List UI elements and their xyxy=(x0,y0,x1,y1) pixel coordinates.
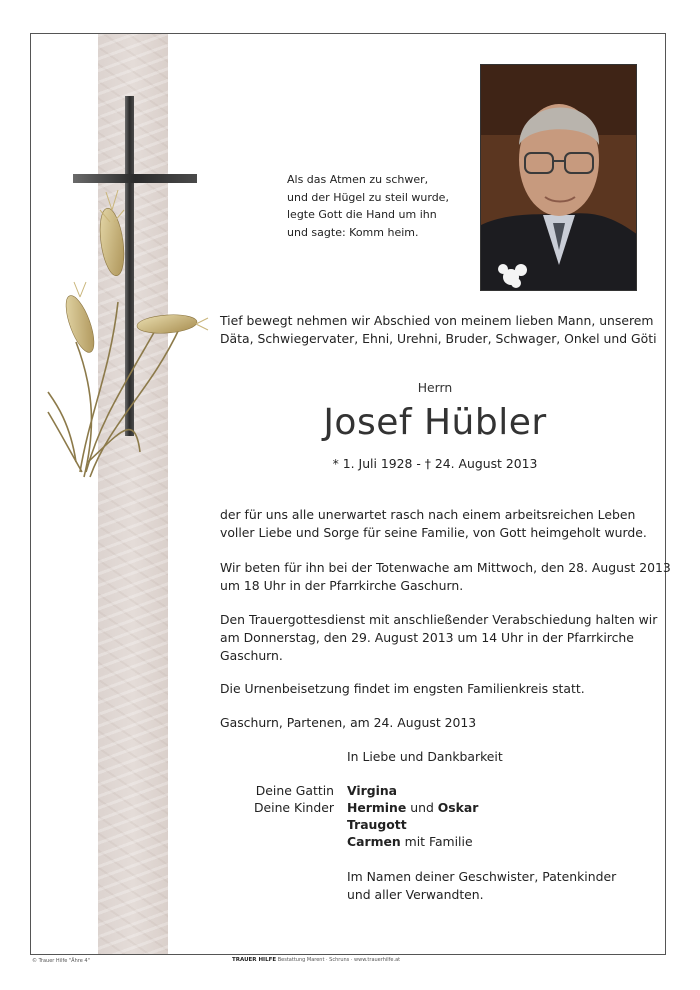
child-suffix: mit Familie xyxy=(404,834,473,849)
paragraph-line: am Donnerstag, den 29. August 2013 um 14 Uhr in der Pfarrkirche xyxy=(220,630,634,645)
label-children: Deine Kinder xyxy=(253,800,334,815)
siblings-line: und aller Verwandten. xyxy=(347,887,484,902)
conjunction: und xyxy=(410,800,434,815)
quote-verse xyxy=(287,171,477,241)
paragraph-line: um 18 Uhr in der Pfarrkirche Gaschurn. xyxy=(220,578,464,593)
deceased-name: Josef Hübler xyxy=(323,402,547,443)
paragraph-line: voller Liebe und Sorge für seine Familie, von Gott heimgeholt wurde. xyxy=(220,525,647,540)
footer-brand-name: TRAUER HILFE xyxy=(232,957,277,963)
footer-copyright: © Trauer Hilfe "Ähre 4" xyxy=(32,958,90,964)
place-date: Gaschurn, Partenen, am 24. August 2013 xyxy=(220,715,477,730)
paragraph-line: Wir beten für ihn bei der Totenwache am Mittwoch, den 28. August 2013 xyxy=(220,560,671,575)
intro-text xyxy=(220,312,657,348)
paragraph-line: Den Trauergottesdienst mit anschließender Verabschiedung halten wir xyxy=(220,612,658,627)
paragraph-funeral-service xyxy=(220,611,657,665)
quote-line: und sagte: Komm heim. xyxy=(287,225,419,239)
footer-contact: Bestattung Marent · Schruns · www.trauerhilfe.at xyxy=(277,957,401,963)
child-name: Hermine xyxy=(347,800,407,815)
child-partner-name: Oskar xyxy=(437,800,479,815)
quote-line: und der Hügel zu steil wurde, xyxy=(287,190,449,204)
spouse-name: Virgina xyxy=(347,783,398,798)
paragraph-line: der für uns alle unerwartet rasch nach einem arbeitsreichen Leben xyxy=(220,507,636,522)
intro-line: Däta, Schwiegervater, Ehni, Urehni, Bruder, Schwager, Onkel und Göti xyxy=(220,331,657,346)
child-name: Traugott xyxy=(347,817,407,832)
paragraph-life xyxy=(220,506,647,542)
siblings-text xyxy=(347,868,616,904)
portrait-photo xyxy=(480,64,637,291)
quote-line: legte Gott die Hand um ihn xyxy=(287,208,437,221)
paragraph-line: Gaschurn. xyxy=(220,648,283,663)
intro-line: Tief bewegt nehmen wir Abschied von meinem lieben Mann, unserem xyxy=(220,313,654,328)
paragraph-urn-burial: Die Urnenbeisetzung findet im engsten Familienkreis statt. xyxy=(220,681,585,696)
life-dates: * 1. Juli 1928 - † 24. August 2013 xyxy=(332,456,538,471)
family-labels xyxy=(210,782,334,816)
paragraph-wake xyxy=(220,559,671,595)
child-name: Carmen xyxy=(347,834,401,849)
closing-line: In Liebe und Dankbarkeit xyxy=(347,749,503,764)
family-names xyxy=(347,782,478,850)
salutation: Herrn xyxy=(417,380,453,395)
footer-brand xyxy=(232,957,400,963)
label-spouse: Deine Gattin xyxy=(255,783,334,798)
quote-line: Als das Atmen zu schwer, xyxy=(287,173,429,186)
cross-with-wheat-icon xyxy=(40,92,210,502)
siblings-line: Im Namen deiner Geschwister, Patenkinder xyxy=(347,869,617,884)
